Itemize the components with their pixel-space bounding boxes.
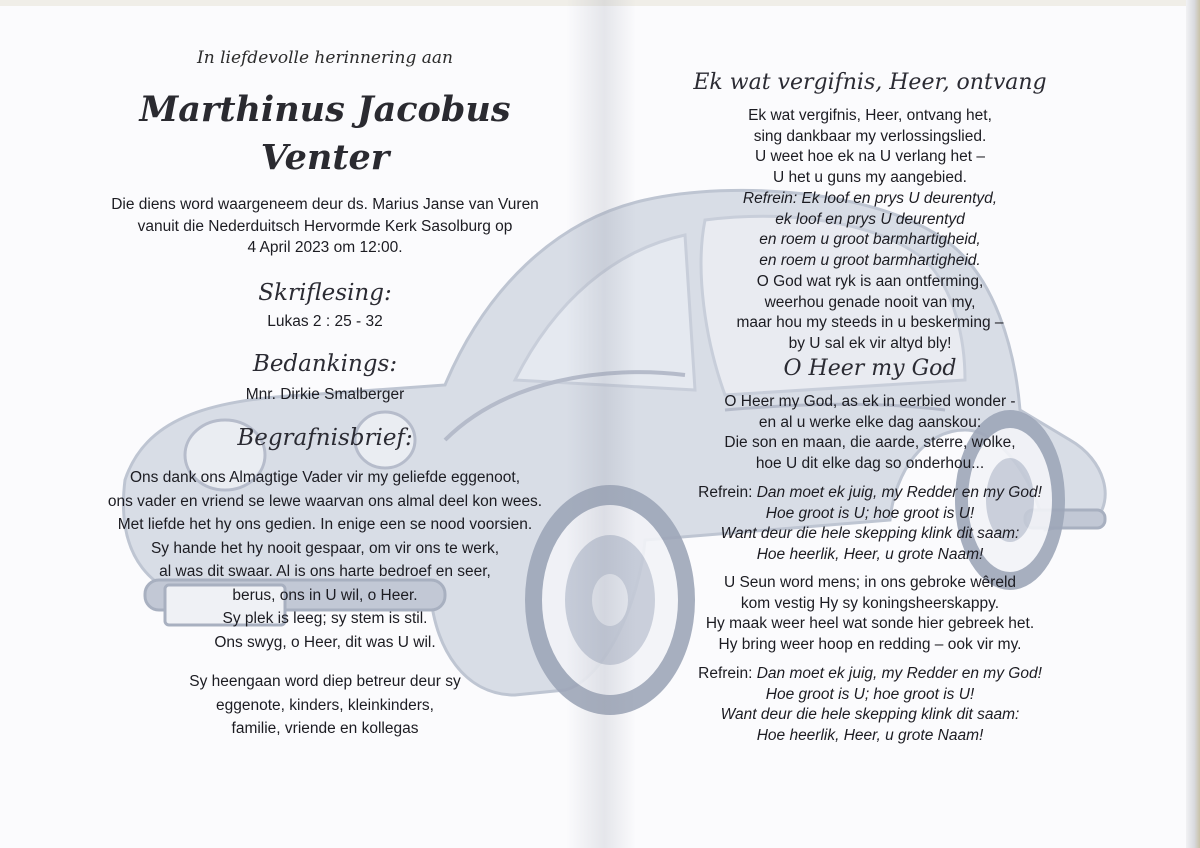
verse-line: Hy maak weer heel wat sonde hier gebreek het. — [705, 615, 1035, 632]
verse-line: hoe U dit elke dag so onderhou... — [755, 454, 985, 472]
deceased-name-line2: Venter — [260, 137, 390, 178]
poem-line: Ons swyg, o Heer, dit was U wil. — [214, 633, 436, 651]
poem-line: berus, ons in U wil, o Heer. — [232, 586, 418, 604]
poem-line: Met liefde het hy ons gedien. In enige een se nood voorsien. — [117, 516, 533, 533]
mourned-line: Sy heengaan word diep betreur deur sy — [189, 673, 461, 690]
refrain-line: ek loof en prys U deurentyd — [775, 210, 965, 228]
refrain-line: Hoe heerlik, Heer, u grote Naam! — [756, 545, 984, 563]
verse-line: O God wat ryk is aan ontferming, — [756, 273, 984, 290]
refrain-line: en roem u groot barmhartigheid. — [759, 251, 981, 269]
verse-line: by U sal ek vir altyd bly! — [788, 334, 952, 352]
hymn2-title: O Heer my God — [783, 356, 957, 381]
verse-line: sing dankbaar my verlossingslied. — [753, 127, 987, 145]
refrain-line: Want deur die hele skepping klink dit saam: — [720, 706, 1020, 723]
poem-line: al was dit swaar. Al is ons harte bedroef en seer, — [159, 563, 491, 580]
poem-line: Sy plek is leeg; sy stem is stil. — [222, 610, 428, 627]
refrain-line: en roem u groot barmhartigheid, — [759, 231, 981, 248]
poem — [70, 466, 580, 654]
hymn2-refrain-a — [625, 483, 1115, 565]
refrain-text: Dan moet ek juig, my Redder en my God! — [756, 665, 1042, 682]
refrain-line: Hoe groot is U; hoe groot is U! — [765, 685, 975, 703]
service-details — [70, 194, 580, 259]
verse-line: U het u guns my aangebied. — [773, 168, 967, 186]
hymn1-title: Ek wat vergifnis, Heer, ontvang — [693, 70, 1047, 95]
mourned-line: eggenote, kinders, kleinkinders, — [216, 696, 434, 714]
verse-line: Die son en maan, die aarde, sterre, wolke, — [724, 434, 1016, 451]
refrain-line — [625, 664, 1115, 685]
poem-line: ons vader en vriend se lewe waarvan ons almal deel kon wees. — [107, 492, 543, 510]
mourned-line: familie, vriende en kollegas — [231, 720, 419, 737]
skriflesing-text: Lukas 2 : 25 - 32 — [267, 313, 383, 330]
service-line: 4 April 2023 om 12:00. — [247, 239, 403, 256]
hymn1-verse1 — [625, 106, 1115, 188]
poem-line: Ons dank ons Almagtige Vader vir my geliefde eggenoot, — [129, 469, 521, 486]
service-line: Die diens word waargeneem deur ds. Marius Janse van Vuren — [111, 196, 539, 213]
refrain-line — [625, 483, 1115, 504]
deceased-name-line1: Marthinus Jacobus — [139, 89, 511, 130]
service-line: vanuit die Nederduitsch Hervormde Kerk Sasolburg op — [137, 217, 513, 235]
hymn2-refrain-b — [625, 664, 1115, 746]
verse-line: U weet hoe ek na U verlang het – — [754, 148, 986, 165]
hymn1-refrain — [625, 189, 1115, 271]
verse-line: maar hou my steeds in u beskerming – — [736, 314, 1004, 331]
verse-line: O Heer my God, as ek in eerbied wonder - — [724, 393, 1016, 410]
verse-line: weerhou genade nooit van my, — [764, 293, 976, 311]
refrain-text: Dan moet ek juig, my Redder en my God! — [756, 484, 1042, 501]
verse-line: kom vestig Hy sy koningsheerskappy. — [740, 594, 1000, 612]
bedankings-heading: Bedankings: — [252, 351, 398, 377]
verse-line: U Seun word mens; in ons gebroke wêreld — [723, 574, 1017, 591]
verse-line: Ek wat vergifnis, Heer, ontvang het, — [748, 107, 992, 124]
verse-line: Hy bring weer hoop en redding – ook vir my. — [718, 635, 1022, 653]
verse-line: en al u werke elke dag aanskou: — [758, 413, 982, 431]
hymn2-verse2 — [625, 573, 1115, 655]
paper-right-edge — [1186, 0, 1200, 848]
refrain-label: Refrein: — [698, 484, 753, 501]
refrain-line: Hoe heerlik, Heer, u grote Naam! — [756, 726, 984, 744]
refrain-line: Refrein: Ek loof en prys U deurentyd, — [742, 190, 998, 207]
refrain-line: Hoe groot is U; hoe groot is U! — [765, 504, 975, 522]
hymn1-verse2 — [625, 272, 1115, 354]
refrain-label: Refrein: — [698, 665, 753, 682]
skriflesing-heading: Skriflesing: — [258, 280, 392, 306]
refrain-line: Want deur die hele skepping klink dit saam: — [720, 525, 1020, 542]
poem-line: Sy hande het hy nooit gespaar, om vir ons te werk, — [150, 539, 500, 557]
mourned-by — [70, 670, 580, 741]
intro-line: In liefdevolle herinnering aan — [197, 48, 453, 68]
begrafnisbrief-heading: Begrafnisbrief: — [237, 425, 413, 451]
bedankings-text: Mnr. Dirkie Smalberger — [245, 386, 405, 403]
hymn2-verse1 — [625, 392, 1115, 474]
